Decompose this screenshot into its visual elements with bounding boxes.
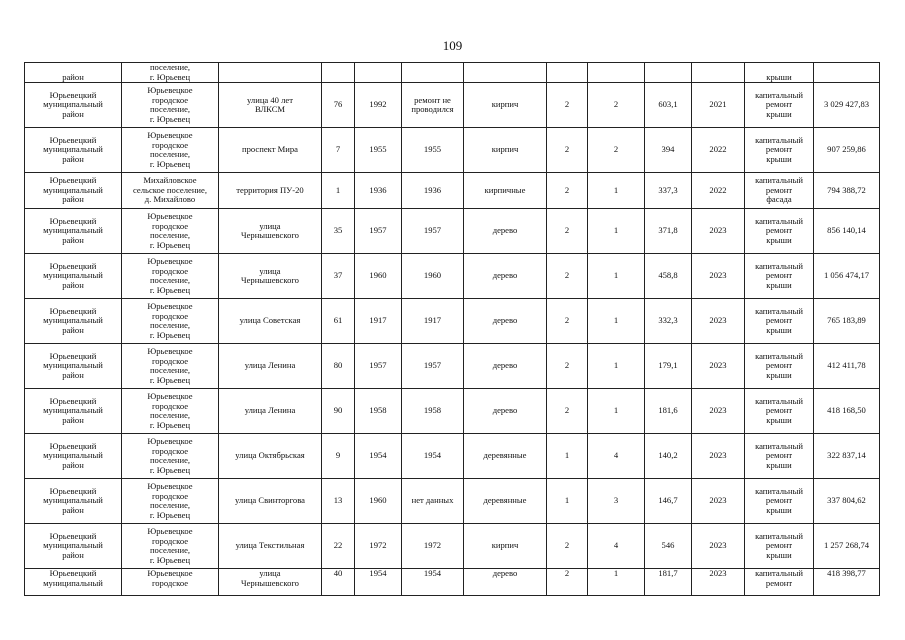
cell-floors: 2: [547, 389, 588, 434]
cell-year-built: 1957: [355, 344, 402, 389]
cell-cost: 907 259,86: [814, 128, 880, 173]
cell-work-type: капитальный ремонт крыши: [745, 83, 814, 128]
cell-cost: 322 837,14: [814, 434, 880, 479]
cell-last-repair: 1957: [402, 209, 464, 254]
cell-year-built: 1960: [355, 254, 402, 299]
cell-wall-material: кирпич: [464, 128, 547, 173]
cell-last-repair: 1954: [402, 569, 464, 596]
cell-street: проспект Мира: [219, 128, 322, 173]
cell-cost: 1 257 268,74: [814, 524, 880, 569]
cell-plan-year: 2022: [692, 128, 745, 173]
cell-settlement: Юрьевецкое городское поселение, г. Юрьевец: [122, 209, 219, 254]
cell-work-type: капитальный ремонт крыши: [745, 209, 814, 254]
cell-wall-material: дерево: [464, 254, 547, 299]
cell-entrances: 2: [588, 83, 645, 128]
cell-wall-material: дерево: [464, 344, 547, 389]
table-row: [25, 569, 880, 596]
cell-house: 13: [322, 479, 355, 524]
table-row: [25, 434, 880, 479]
cell-wall-material: кирпичные: [464, 173, 547, 209]
cell-wall-material: дерево: [464, 569, 547, 596]
cell-floors: 2: [547, 83, 588, 128]
cell-district: Юрьевецкий муниципальный район: [25, 254, 122, 299]
cell-last-repair: 1954: [402, 434, 464, 479]
cell-entrances: 1: [588, 254, 645, 299]
cell-wall-material: дерево: [464, 209, 547, 254]
cell-plan-year: 2023: [692, 299, 745, 344]
cell-district: Юрьевецкий муниципальный район: [25, 479, 122, 524]
cell-entrances: 2: [588, 128, 645, 173]
cell-year-built: 1972: [355, 524, 402, 569]
cell-street: улица Октябрьская: [219, 434, 322, 479]
cell-house: [322, 63, 355, 83]
cell-settlement: Юрьевецкое городское поселение, г. Юрьевец: [122, 434, 219, 479]
cell-entrances: 1: [588, 299, 645, 344]
housing-repair-table: [24, 62, 880, 596]
cell-house: 61: [322, 299, 355, 344]
cell-wall-material: кирпич: [464, 83, 547, 128]
cell-street: улица Советская: [219, 299, 322, 344]
cell-area: 546: [645, 524, 692, 569]
cell-cost: 1 056 474,17: [814, 254, 880, 299]
cell-plan-year: 2023: [692, 569, 745, 596]
cell-cost: 794 388,72: [814, 173, 880, 209]
cell-year-built: [355, 63, 402, 83]
cell-district: Юрьевецкий муниципальный район: [25, 434, 122, 479]
cell-last-repair: 1955: [402, 128, 464, 173]
cell-settlement: Юрьевецкое городское поселение, г. Юрьевец: [122, 344, 219, 389]
cell-cost: 418 398,77: [814, 569, 880, 596]
cell-year-built: 1992: [355, 83, 402, 128]
cell-last-repair: 1936: [402, 173, 464, 209]
cell-area: 181,7: [645, 569, 692, 596]
cell-street: [219, 63, 322, 83]
cell-house: 7: [322, 128, 355, 173]
cell-entrances: [588, 63, 645, 83]
cell-wall-material: кирпич: [464, 524, 547, 569]
cell-plan-year: 2021: [692, 83, 745, 128]
table-row: [25, 63, 880, 83]
cell-district: Юрьевецкий муниципальный район: [25, 524, 122, 569]
cell-area: [645, 63, 692, 83]
page-number: 109: [442, 38, 463, 53]
cell-entrances: 1: [588, 173, 645, 209]
cell-street: улица Чернышевского: [219, 569, 322, 596]
cell-settlement: Юрьевецкое городское: [122, 569, 219, 596]
cell-settlement: Юрьевецкое городское поселение, г. Юрьевец: [122, 479, 219, 524]
cell-last-repair: 1972: [402, 524, 464, 569]
cell-work-type: капитальный ремонт крыши: [745, 524, 814, 569]
cell-settlement: Михайловское сельское поселение, д. Михайлово: [122, 173, 219, 209]
cell-work-type: капитальный ремонт крыши: [745, 479, 814, 524]
cell-street: улица Текстильная: [219, 524, 322, 569]
cell-floors: 2: [547, 344, 588, 389]
cell-floors: 1: [547, 434, 588, 479]
cell-year-built: 1958: [355, 389, 402, 434]
cell-area: 337,3: [645, 173, 692, 209]
cell-last-repair: 1917: [402, 299, 464, 344]
cell-street: улица 40 лет ВЛКСМ: [219, 83, 322, 128]
table-row: [25, 173, 880, 209]
cell-year-built: 1936: [355, 173, 402, 209]
cell-district: Юрьевецкий муниципальный район: [25, 344, 122, 389]
cell-entrances: 1: [588, 344, 645, 389]
cell-floors: 2: [547, 209, 588, 254]
cell-settlement: Юрьевецкое городское поселение, г. Юрьевец: [122, 254, 219, 299]
table-row: [25, 389, 880, 434]
cell-area: 332,3: [645, 299, 692, 344]
cell-wall-material: дерево: [464, 299, 547, 344]
cell-house: 80: [322, 344, 355, 389]
cell-house: 22: [322, 524, 355, 569]
cell-wall-material: деревянные: [464, 434, 547, 479]
cell-settlement: поселение, г. Юрьевец: [122, 63, 219, 83]
table-row: [25, 299, 880, 344]
cell-year-built: 1954: [355, 569, 402, 596]
cell-street: улица Чернышевского: [219, 209, 322, 254]
cell-house: 35: [322, 209, 355, 254]
cell-work-type: капитальный ремонт крыши: [745, 299, 814, 344]
cell-work-type: капитальный ремонт крыши: [745, 434, 814, 479]
cell-plan-year: 2023: [692, 479, 745, 524]
cell-entrances: 4: [588, 524, 645, 569]
table-row: [25, 479, 880, 524]
cell-floors: 2: [547, 254, 588, 299]
cell-entrances: 1: [588, 389, 645, 434]
table-row: [25, 209, 880, 254]
cell-street: улица Свинторгова: [219, 479, 322, 524]
cell-cost: 337 804,62: [814, 479, 880, 524]
cell-cost: 418 168,50: [814, 389, 880, 434]
cell-district: район: [25, 63, 122, 83]
cell-district: Юрьевецкий муниципальный район: [25, 83, 122, 128]
cell-cost: 3 029 427,83: [814, 83, 880, 128]
cell-entrances: 3: [588, 479, 645, 524]
cell-plan-year: 2023: [692, 389, 745, 434]
table-row: [25, 128, 880, 173]
cell-work-type: капитальный ремонт крыши: [745, 389, 814, 434]
cell-floors: 2: [547, 569, 588, 596]
cell-settlement: Юрьевецкое городское поселение, г. Юрьевец: [122, 128, 219, 173]
cell-district: Юрьевецкий муниципальный район: [25, 389, 122, 434]
cell-year-built: 1954: [355, 434, 402, 479]
cell-area: 394: [645, 128, 692, 173]
table-row: [25, 344, 880, 389]
cell-house: 90: [322, 389, 355, 434]
cell-work-type: крыши: [745, 63, 814, 83]
cell-cost: 765 183,89: [814, 299, 880, 344]
cell-street: улица Чернышевского: [219, 254, 322, 299]
cell-cost: [814, 63, 880, 83]
cell-area: 371,8: [645, 209, 692, 254]
cell-work-type: капитальный ремонт крыши: [745, 254, 814, 299]
cell-house: 1: [322, 173, 355, 209]
cell-house: 40: [322, 569, 355, 596]
cell-floors: 1: [547, 479, 588, 524]
cell-street: улица Ленина: [219, 344, 322, 389]
cell-cost: 856 140,14: [814, 209, 880, 254]
cell-wall-material: дерево: [464, 389, 547, 434]
cell-work-type: капитальный ремонт фасада: [745, 173, 814, 209]
cell-plan-year: 2023: [692, 344, 745, 389]
cell-wall-material: [464, 63, 547, 83]
cell-plan-year: 2022: [692, 173, 745, 209]
cell-settlement: Юрьевецкое городское поселение, г. Юрьевец: [122, 524, 219, 569]
table-row: [25, 254, 880, 299]
cell-district: Юрьевецкий муниципальный район: [25, 128, 122, 173]
cell-district: Юрьевецкий муниципальный район: [25, 173, 122, 209]
cell-work-type: капитальный ремонт крыши: [745, 344, 814, 389]
cell-entrances: 1: [588, 569, 645, 596]
cell-settlement: Юрьевецкое городское поселение, г. Юрьевец: [122, 389, 219, 434]
cell-last-repair: 1958: [402, 389, 464, 434]
cell-year-built: 1960: [355, 479, 402, 524]
cell-area: 181,6: [645, 389, 692, 434]
cell-work-type: капитальный ремонт крыши: [745, 128, 814, 173]
cell-house: 76: [322, 83, 355, 128]
cell-floors: [547, 63, 588, 83]
cell-last-repair: 1957: [402, 344, 464, 389]
cell-street: территория ПУ-20: [219, 173, 322, 209]
cell-plan-year: 2023: [692, 434, 745, 479]
cell-area: 603,1: [645, 83, 692, 128]
cell-year-built: 1957: [355, 209, 402, 254]
cell-floors: 2: [547, 524, 588, 569]
cell-floors: 2: [547, 173, 588, 209]
cell-street: улица Ленина: [219, 389, 322, 434]
cell-cost: 412 411,78: [814, 344, 880, 389]
cell-area: 458,8: [645, 254, 692, 299]
cell-area: 146,7: [645, 479, 692, 524]
cell-settlement: Юрьевецкое городское поселение, г. Юрьевец: [122, 83, 219, 128]
cell-settlement: Юрьевецкое городское поселение, г. Юрьевец: [122, 299, 219, 344]
cell-district: Юрьевецкий муниципальный район: [25, 299, 122, 344]
cell-year-built: 1955: [355, 128, 402, 173]
cell-district: Юрьевецкий муниципальный: [25, 569, 122, 596]
cell-house: 37: [322, 254, 355, 299]
table-row: [25, 524, 880, 569]
cell-plan-year: 2023: [692, 209, 745, 254]
cell-district: Юрьевецкий муниципальный район: [25, 209, 122, 254]
cell-area: 179,1: [645, 344, 692, 389]
table-row: [25, 83, 880, 128]
cell-year-built: 1917: [355, 299, 402, 344]
cell-plan-year: 2023: [692, 524, 745, 569]
cell-plan-year: 2023: [692, 254, 745, 299]
cell-entrances: 4: [588, 434, 645, 479]
cell-area: 140,2: [645, 434, 692, 479]
cell-floors: 2: [547, 128, 588, 173]
cell-floors: 2: [547, 299, 588, 344]
cell-last-repair: нет данных: [402, 479, 464, 524]
cell-plan-year: [692, 63, 745, 83]
cell-work-type: капитальный ремонт: [745, 569, 814, 596]
cell-wall-material: деревянные: [464, 479, 547, 524]
cell-last-repair: ремонт не проводился: [402, 83, 464, 128]
cell-house: 9: [322, 434, 355, 479]
cell-last-repair: [402, 63, 464, 83]
cell-entrances: 1: [588, 209, 645, 254]
cell-last-repair: 1960: [402, 254, 464, 299]
